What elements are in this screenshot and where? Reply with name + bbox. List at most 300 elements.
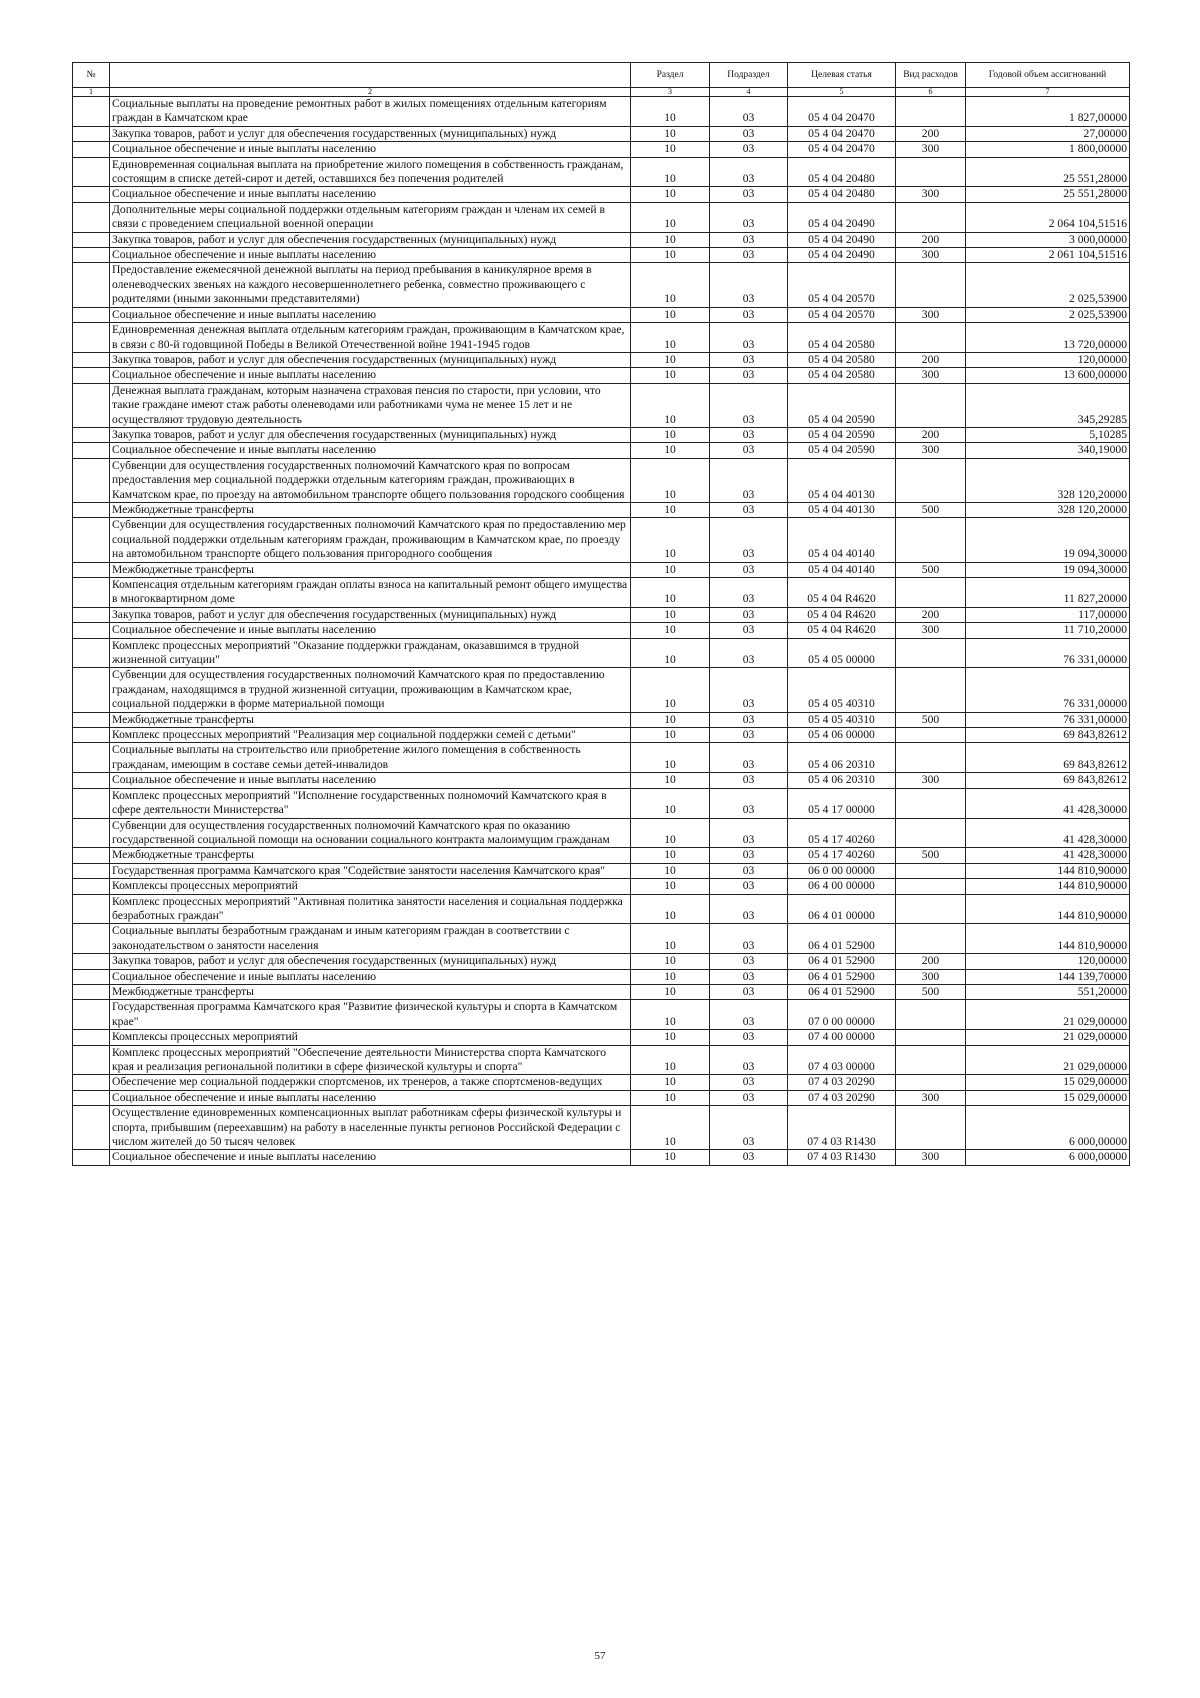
table-row (73, 263, 1130, 307)
column-number: 4 (710, 88, 788, 97)
row-number-cell (73, 969, 110, 984)
row-name-cell: Межбюджетные трансферты (110, 984, 631, 999)
row-amount-cell: 345,29285 (966, 383, 1130, 427)
column-number: 1 (73, 88, 110, 97)
column-number: 3 (631, 88, 710, 97)
row-podrazdel-cell: 03 (710, 863, 788, 878)
row-name-cell: Социальное обеспечение и иные выплаты населению (110, 969, 631, 984)
row-expense-type-cell: 500 (896, 502, 966, 517)
row-name-cell: Предоставление ежемесячной денежной выплаты на период пребывания в каникулярное время в оленеводческих звеньях на каждого несовершеннолетнего ребенка, совместно проживающего с родителями (иными законными представителями) (110, 263, 631, 307)
table-row (73, 323, 1130, 353)
row-podrazdel-cell: 03 (710, 562, 788, 577)
row-podrazdel-cell: 03 (710, 126, 788, 141)
row-number-cell (73, 954, 110, 969)
row-podrazdel-cell: 03 (710, 232, 788, 247)
row-number-cell (73, 1000, 110, 1030)
row-name-cell: Социальное обеспечение и иные выплаты населению (110, 623, 631, 638)
row-target-cell: 07 4 03 20290 (788, 1075, 896, 1090)
col-header-expense-type: Вид расходов (896, 63, 966, 88)
row-amount-cell: 3 000,00000 (966, 232, 1130, 247)
row-number-cell (73, 1106, 110, 1150)
row-amount-cell: 41 428,30000 (966, 848, 1130, 863)
row-razdel-cell: 10 (631, 307, 710, 322)
row-expense-type-cell (896, 879, 966, 894)
row-podrazdel-cell: 03 (710, 668, 788, 712)
row-number-cell (73, 773, 110, 788)
row-amount-cell: 6 000,00000 (966, 1150, 1130, 1165)
row-expense-type-cell (896, 323, 966, 353)
row-number-cell (73, 879, 110, 894)
column-number: 5 (788, 88, 896, 97)
row-number-cell (73, 1030, 110, 1045)
column-number: 6 (896, 88, 966, 97)
row-amount-cell: 5,10285 (966, 427, 1130, 442)
table-row (73, 743, 1130, 773)
row-amount-cell: 21 029,00000 (966, 1045, 1130, 1075)
row-podrazdel-cell: 03 (710, 352, 788, 367)
row-target-cell: 05 4 05 40310 (788, 712, 896, 727)
row-razdel-cell: 10 (631, 969, 710, 984)
row-razdel-cell: 10 (631, 232, 710, 247)
row-amount-cell: 76 331,00000 (966, 668, 1130, 712)
row-amount-cell: 11 710,20000 (966, 623, 1130, 638)
row-amount-cell: 340,19000 (966, 443, 1130, 458)
row-podrazdel-cell: 03 (710, 323, 788, 353)
col-header-razdel: Раздел (631, 63, 710, 88)
row-expense-type-cell (896, 383, 966, 427)
row-number-cell (73, 863, 110, 878)
table-row (73, 502, 1130, 517)
row-podrazdel-cell: 03 (710, 1045, 788, 1075)
row-name-cell: Социальное обеспечение и иные выплаты населению (110, 187, 631, 202)
table-row (73, 818, 1130, 848)
table-row (73, 879, 1130, 894)
row-number-cell (73, 368, 110, 383)
table-row (73, 1030, 1130, 1045)
table-row (73, 848, 1130, 863)
row-name-cell: Дополнительные меры социальной поддержки отдельным категориям граждан и членам их семей в связи с проведением специальной военной операции (110, 202, 631, 232)
row-target-cell: 06 4 00 00000 (788, 879, 896, 894)
row-amount-cell: 15 029,00000 (966, 1075, 1130, 1090)
row-expense-type-cell: 200 (896, 607, 966, 622)
row-target-cell: 06 4 01 52900 (788, 984, 896, 999)
row-expense-type-cell: 200 (896, 352, 966, 367)
row-amount-cell: 19 094,30000 (966, 562, 1130, 577)
row-amount-cell: 41 428,30000 (966, 818, 1130, 848)
table-row (73, 578, 1130, 608)
row-razdel-cell: 10 (631, 623, 710, 638)
row-expense-type-cell (896, 863, 966, 878)
row-target-cell: 05 4 04 R4620 (788, 623, 896, 638)
row-expense-type-cell (896, 1045, 966, 1075)
row-razdel-cell: 10 (631, 518, 710, 562)
table-row (73, 1000, 1130, 1030)
row-amount-cell: 41 428,30000 (966, 788, 1130, 818)
row-expense-type-cell: 300 (896, 1090, 966, 1105)
row-amount-cell: 21 029,00000 (966, 1000, 1130, 1030)
row-razdel-cell: 10 (631, 773, 710, 788)
row-expense-type-cell (896, 97, 966, 127)
row-razdel-cell: 10 (631, 668, 710, 712)
row-amount-cell: 551,20000 (966, 984, 1130, 999)
row-number-cell (73, 788, 110, 818)
row-number-cell (73, 607, 110, 622)
table-row (73, 1106, 1130, 1150)
table-row (73, 969, 1130, 984)
row-number-cell (73, 1045, 110, 1075)
row-number-cell (73, 638, 110, 668)
row-amount-cell: 1 800,00000 (966, 142, 1130, 157)
row-razdel-cell: 10 (631, 263, 710, 307)
row-razdel-cell: 10 (631, 1150, 710, 1165)
row-razdel-cell: 10 (631, 142, 710, 157)
row-podrazdel-cell: 03 (710, 1090, 788, 1105)
table-row (73, 924, 1130, 954)
row-target-cell: 05 4 04 20480 (788, 157, 896, 187)
table-row (73, 352, 1130, 367)
row-target-cell: 05 4 04 20490 (788, 232, 896, 247)
row-name-cell: Социальное обеспечение и иные выплаты населению (110, 368, 631, 383)
row-target-cell: 05 4 04 20580 (788, 323, 896, 353)
row-target-cell: 05 4 04 20490 (788, 202, 896, 232)
row-target-cell: 05 4 04 20590 (788, 383, 896, 427)
row-expense-type-cell (896, 1030, 966, 1045)
row-number-cell (73, 202, 110, 232)
row-amount-cell: 144 139,70000 (966, 969, 1130, 984)
table-row (73, 1090, 1130, 1105)
row-name-cell: Осуществление единовременных компенсационных выплат работникам сферы физической культуры и спорта, прибывшим (переехавшим) на работу в населенные пункты регионов Российской Федерации с числом жителей до 50 тысяч человек (110, 1106, 631, 1150)
row-razdel-cell: 10 (631, 562, 710, 577)
row-razdel-cell: 10 (631, 712, 710, 727)
row-razdel-cell: 10 (631, 954, 710, 969)
row-target-cell: 06 4 01 52900 (788, 969, 896, 984)
row-amount-cell: 2 025,53900 (966, 263, 1130, 307)
row-name-cell: Государственная программа Камчатского края "Развитие физической культуры и спорта в Камчатском крае" (110, 1000, 631, 1030)
row-razdel-cell: 10 (631, 638, 710, 668)
row-number-cell (73, 427, 110, 442)
row-razdel-cell: 10 (631, 157, 710, 187)
row-target-cell: 07 4 03 20290 (788, 1090, 896, 1105)
row-number-cell (73, 352, 110, 367)
row-target-cell: 05 4 17 40260 (788, 848, 896, 863)
row-expense-type-cell: 300 (896, 969, 966, 984)
row-name-cell: Социальные выплаты на проведение ремонтных работ в жилых помещениях отдельным категориям граждан в Камчатском крае (110, 97, 631, 127)
row-target-cell: 05 4 04 20570 (788, 263, 896, 307)
row-podrazdel-cell: 03 (710, 712, 788, 727)
row-razdel-cell: 10 (631, 248, 710, 263)
row-expense-type-cell (896, 202, 966, 232)
row-expense-type-cell (896, 924, 966, 954)
row-razdel-cell: 10 (631, 879, 710, 894)
row-expense-type-cell (896, 157, 966, 187)
table-row (73, 638, 1130, 668)
row-expense-type-cell (896, 263, 966, 307)
row-amount-cell: 27,00000 (966, 126, 1130, 141)
row-razdel-cell: 10 (631, 743, 710, 773)
row-target-cell: 05 4 04 20480 (788, 187, 896, 202)
table-row (73, 443, 1130, 458)
row-name-cell: Социальное обеспечение и иные выплаты населению (110, 142, 631, 157)
row-podrazdel-cell: 03 (710, 623, 788, 638)
row-podrazdel-cell: 03 (710, 307, 788, 322)
row-podrazdel-cell: 03 (710, 743, 788, 773)
row-number-cell (73, 728, 110, 743)
row-target-cell: 05 4 04 20580 (788, 352, 896, 367)
row-razdel-cell: 10 (631, 863, 710, 878)
row-expense-type-cell: 300 (896, 773, 966, 788)
row-name-cell: Комплексы процессных мероприятий (110, 1030, 631, 1045)
table-row (73, 623, 1130, 638)
row-target-cell: 05 4 04 20490 (788, 248, 896, 263)
row-target-cell: 05 4 05 40310 (788, 668, 896, 712)
row-expense-type-cell (896, 638, 966, 668)
row-name-cell: Закупка товаров, работ и услуг для обеспечения государственных (муниципальных) нужд (110, 607, 631, 622)
table-row (73, 307, 1130, 322)
row-podrazdel-cell: 03 (710, 954, 788, 969)
row-razdel-cell: 10 (631, 1090, 710, 1105)
row-name-cell: Социальное обеспечение и иные выплаты населению (110, 307, 631, 322)
row-razdel-cell: 10 (631, 848, 710, 863)
row-podrazdel-cell: 03 (710, 157, 788, 187)
row-name-cell: Межбюджетные трансферты (110, 712, 631, 727)
row-target-cell: 05 4 06 20310 (788, 743, 896, 773)
row-razdel-cell: 10 (631, 502, 710, 517)
row-expense-type-cell (896, 578, 966, 608)
row-expense-type-cell (896, 1075, 966, 1090)
row-expense-type-cell: 300 (896, 623, 966, 638)
row-razdel-cell: 10 (631, 607, 710, 622)
row-target-cell: 05 4 06 20310 (788, 773, 896, 788)
row-target-cell: 05 4 04 40130 (788, 502, 896, 517)
row-amount-cell: 2 025,53900 (966, 307, 1130, 322)
row-target-cell: 06 0 00 00000 (788, 863, 896, 878)
row-name-cell: Единовременная денежная выплата отдельным категориям граждан, проживающим в Камчатском крае, в связи с 80-й годовщиной Победы в Великой Отечественной войне 1941-1945 годов (110, 323, 631, 353)
row-name-cell: Закупка товаров, работ и услуг для обеспечения государственных (муниципальных) нужд (110, 427, 631, 442)
row-expense-type-cell: 300 (896, 307, 966, 322)
table-row (73, 142, 1130, 157)
row-amount-cell: 19 094,30000 (966, 518, 1130, 562)
column-number-row (73, 88, 1130, 97)
row-amount-cell: 144 810,90000 (966, 863, 1130, 878)
row-podrazdel-cell: 03 (710, 773, 788, 788)
row-razdel-cell: 10 (631, 1075, 710, 1090)
row-name-cell: Комплекс процессных мероприятий "Оказание поддержки гражданам, оказавшимся в трудной жизненной ситуации" (110, 638, 631, 668)
row-podrazdel-cell: 03 (710, 1030, 788, 1045)
row-amount-cell: 69 843,82612 (966, 743, 1130, 773)
row-name-cell: Межбюджетные трансферты (110, 848, 631, 863)
table-row (73, 984, 1130, 999)
page-number: 57 (594, 1650, 606, 1662)
row-expense-type-cell: 300 (896, 1150, 966, 1165)
row-target-cell: 05 4 04 40140 (788, 562, 896, 577)
row-expense-type-cell: 500 (896, 848, 966, 863)
row-name-cell: Закупка товаров, работ и услуг для обеспечения государственных (муниципальных) нужд (110, 232, 631, 247)
table-row (73, 773, 1130, 788)
row-podrazdel-cell: 03 (710, 1106, 788, 1150)
column-number: 7 (966, 88, 1130, 97)
row-podrazdel-cell: 03 (710, 518, 788, 562)
row-expense-type-cell: 500 (896, 562, 966, 577)
row-number-cell (73, 383, 110, 427)
row-number-cell (73, 443, 110, 458)
column-number: 2 (110, 88, 631, 97)
row-podrazdel-cell: 03 (710, 248, 788, 263)
row-target-cell: 05 4 04 20470 (788, 97, 896, 127)
row-expense-type-cell: 300 (896, 443, 966, 458)
row-podrazdel-cell: 03 (710, 1075, 788, 1090)
row-razdel-cell: 10 (631, 443, 710, 458)
row-target-cell: 05 4 04 20590 (788, 443, 896, 458)
row-number-cell (73, 323, 110, 353)
row-amount-cell: 144 810,90000 (966, 924, 1130, 954)
row-name-cell: Межбюджетные трансферты (110, 502, 631, 517)
row-expense-type-cell (896, 788, 966, 818)
row-amount-cell: 25 551,28000 (966, 187, 1130, 202)
row-amount-cell: 69 843,82612 (966, 773, 1130, 788)
row-expense-type-cell (896, 818, 966, 848)
row-name-cell: Социальное обеспечение и иные выплаты населению (110, 1090, 631, 1105)
row-amount-cell: 13 600,00000 (966, 368, 1130, 383)
row-name-cell: Социальное обеспечение и иные выплаты населению (110, 248, 631, 263)
row-target-cell: 07 4 03 R1430 (788, 1150, 896, 1165)
row-amount-cell: 2 061 104,51516 (966, 248, 1130, 263)
table-row (73, 954, 1130, 969)
row-name-cell: Комплекс процессных мероприятий "Активная политика занятости населения и социальная поддержка безработных граждан" (110, 894, 631, 924)
row-name-cell: Комплекс процессных мероприятий "Реализация мер социальной поддержки семей с детьми" (110, 728, 631, 743)
table-row (73, 728, 1130, 743)
row-amount-cell: 6 000,00000 (966, 1106, 1130, 1150)
row-target-cell: 06 4 01 00000 (788, 894, 896, 924)
table-row (73, 383, 1130, 427)
row-podrazdel-cell: 03 (710, 1000, 788, 1030)
row-expense-type-cell: 300 (896, 187, 966, 202)
row-amount-cell: 328 120,20000 (966, 502, 1130, 517)
row-target-cell: 05 4 04 40140 (788, 518, 896, 562)
row-podrazdel-cell: 03 (710, 427, 788, 442)
row-razdel-cell: 10 (631, 427, 710, 442)
table-row (73, 562, 1130, 577)
row-expense-type-cell: 300 (896, 248, 966, 263)
row-amount-cell: 15 029,00000 (966, 1090, 1130, 1105)
row-podrazdel-cell: 03 (710, 502, 788, 517)
row-name-cell: Комплексы процессных мероприятий (110, 879, 631, 894)
row-razdel-cell: 10 (631, 728, 710, 743)
row-number-cell (73, 894, 110, 924)
table-row (73, 97, 1130, 127)
row-target-cell: 05 4 04 20580 (788, 368, 896, 383)
row-podrazdel-cell: 03 (710, 97, 788, 127)
table-row (73, 157, 1130, 187)
row-name-cell: Субвенции для осуществления государственных полномочий Камчатского края по оказанию государственной социальной помощи на основании социального контракта малоимущим гражданам (110, 818, 631, 848)
row-podrazdel-cell: 03 (710, 638, 788, 668)
row-number-cell (73, 668, 110, 712)
row-amount-cell: 120,00000 (966, 954, 1130, 969)
table-row (73, 202, 1130, 232)
row-podrazdel-cell: 03 (710, 142, 788, 157)
row-amount-cell: 117,00000 (966, 607, 1130, 622)
row-number-cell (73, 818, 110, 848)
row-name-cell: Социальное обеспечение и иные выплаты населению (110, 1150, 631, 1165)
table-row (73, 607, 1130, 622)
row-podrazdel-cell: 03 (710, 969, 788, 984)
row-number-cell (73, 307, 110, 322)
row-target-cell: 05 4 06 00000 (788, 728, 896, 743)
row-podrazdel-cell: 03 (710, 788, 788, 818)
row-name-cell: Единовременная социальная выплата на приобретение жилого помещения в собственность гражданам, состоящим в списке детей-сирот и детей, оставшихся без попечения родителей (110, 157, 631, 187)
row-expense-type-cell (896, 668, 966, 712)
row-name-cell: Межбюджетные трансферты (110, 562, 631, 577)
row-number-cell (73, 924, 110, 954)
row-number-cell (73, 458, 110, 502)
row-name-cell: Социальные выплаты безработным гражданам и иным категориям граждан в соответствии с законодательством о занятости населения (110, 924, 631, 954)
row-podrazdel-cell: 03 (710, 443, 788, 458)
row-razdel-cell: 10 (631, 1106, 710, 1150)
row-amount-cell: 328 120,20000 (966, 458, 1130, 502)
row-razdel-cell: 10 (631, 578, 710, 608)
row-name-cell: Субвенции для осуществления государственных полномочий Камчатского края по предоставлению мер социальной поддержки отдельным категориям граждан, проживающим в Камчатском крае, по проезду на автомобильном транспорте общего пользования пригородного сообщения (110, 518, 631, 562)
row-expense-type-cell: 500 (896, 712, 966, 727)
row-number-cell (73, 126, 110, 141)
table-row (73, 232, 1130, 247)
table-row (73, 458, 1130, 502)
row-podrazdel-cell: 03 (710, 458, 788, 502)
row-number-cell (73, 157, 110, 187)
row-amount-cell: 13 720,00000 (966, 323, 1130, 353)
row-number-cell (73, 232, 110, 247)
row-target-cell: 05 4 04 20470 (788, 126, 896, 141)
table-row (73, 1045, 1130, 1075)
row-number-cell (73, 623, 110, 638)
row-amount-cell: 144 810,90000 (966, 879, 1130, 894)
row-podrazdel-cell: 03 (710, 879, 788, 894)
row-target-cell: 06 4 01 52900 (788, 954, 896, 969)
row-amount-cell: 21 029,00000 (966, 1030, 1130, 1045)
row-podrazdel-cell: 03 (710, 578, 788, 608)
row-expense-type-cell: 300 (896, 142, 966, 157)
row-razdel-cell: 10 (631, 1045, 710, 1075)
row-podrazdel-cell: 03 (710, 924, 788, 954)
row-expense-type-cell (896, 1106, 966, 1150)
row-expense-type-cell (896, 728, 966, 743)
row-expense-type-cell (896, 518, 966, 562)
row-target-cell: 05 4 17 40260 (788, 818, 896, 848)
row-target-cell: 05 4 04 40130 (788, 458, 896, 502)
table-row (73, 1075, 1130, 1090)
row-podrazdel-cell: 03 (710, 263, 788, 307)
row-target-cell: 07 0 00 00000 (788, 1000, 896, 1030)
row-podrazdel-cell: 03 (710, 383, 788, 427)
row-razdel-cell: 10 (631, 1000, 710, 1030)
row-podrazdel-cell: 03 (710, 607, 788, 622)
table-body (73, 97, 1130, 1166)
row-podrazdel-cell: 03 (710, 984, 788, 999)
row-razdel-cell: 10 (631, 352, 710, 367)
table-row (73, 368, 1130, 383)
table-row (73, 1150, 1130, 1165)
row-razdel-cell: 10 (631, 97, 710, 127)
row-razdel-cell: 10 (631, 187, 710, 202)
row-target-cell: 05 4 04 R4620 (788, 607, 896, 622)
row-number-cell (73, 1150, 110, 1165)
row-name-cell: Социальное обеспечение и иные выплаты населению (110, 443, 631, 458)
table-row (73, 187, 1130, 202)
row-target-cell: 05 4 04 20470 (788, 142, 896, 157)
row-target-cell: 05 4 17 00000 (788, 788, 896, 818)
row-name-cell: Комплекс процессных мероприятий "Обеспечение деятельности Министерства спорта Камчатского края и реализация региональной политики в сфере физической культуры и спорта" (110, 1045, 631, 1075)
row-podrazdel-cell: 03 (710, 187, 788, 202)
row-expense-type-cell: 200 (896, 427, 966, 442)
row-razdel-cell: 10 (631, 818, 710, 848)
